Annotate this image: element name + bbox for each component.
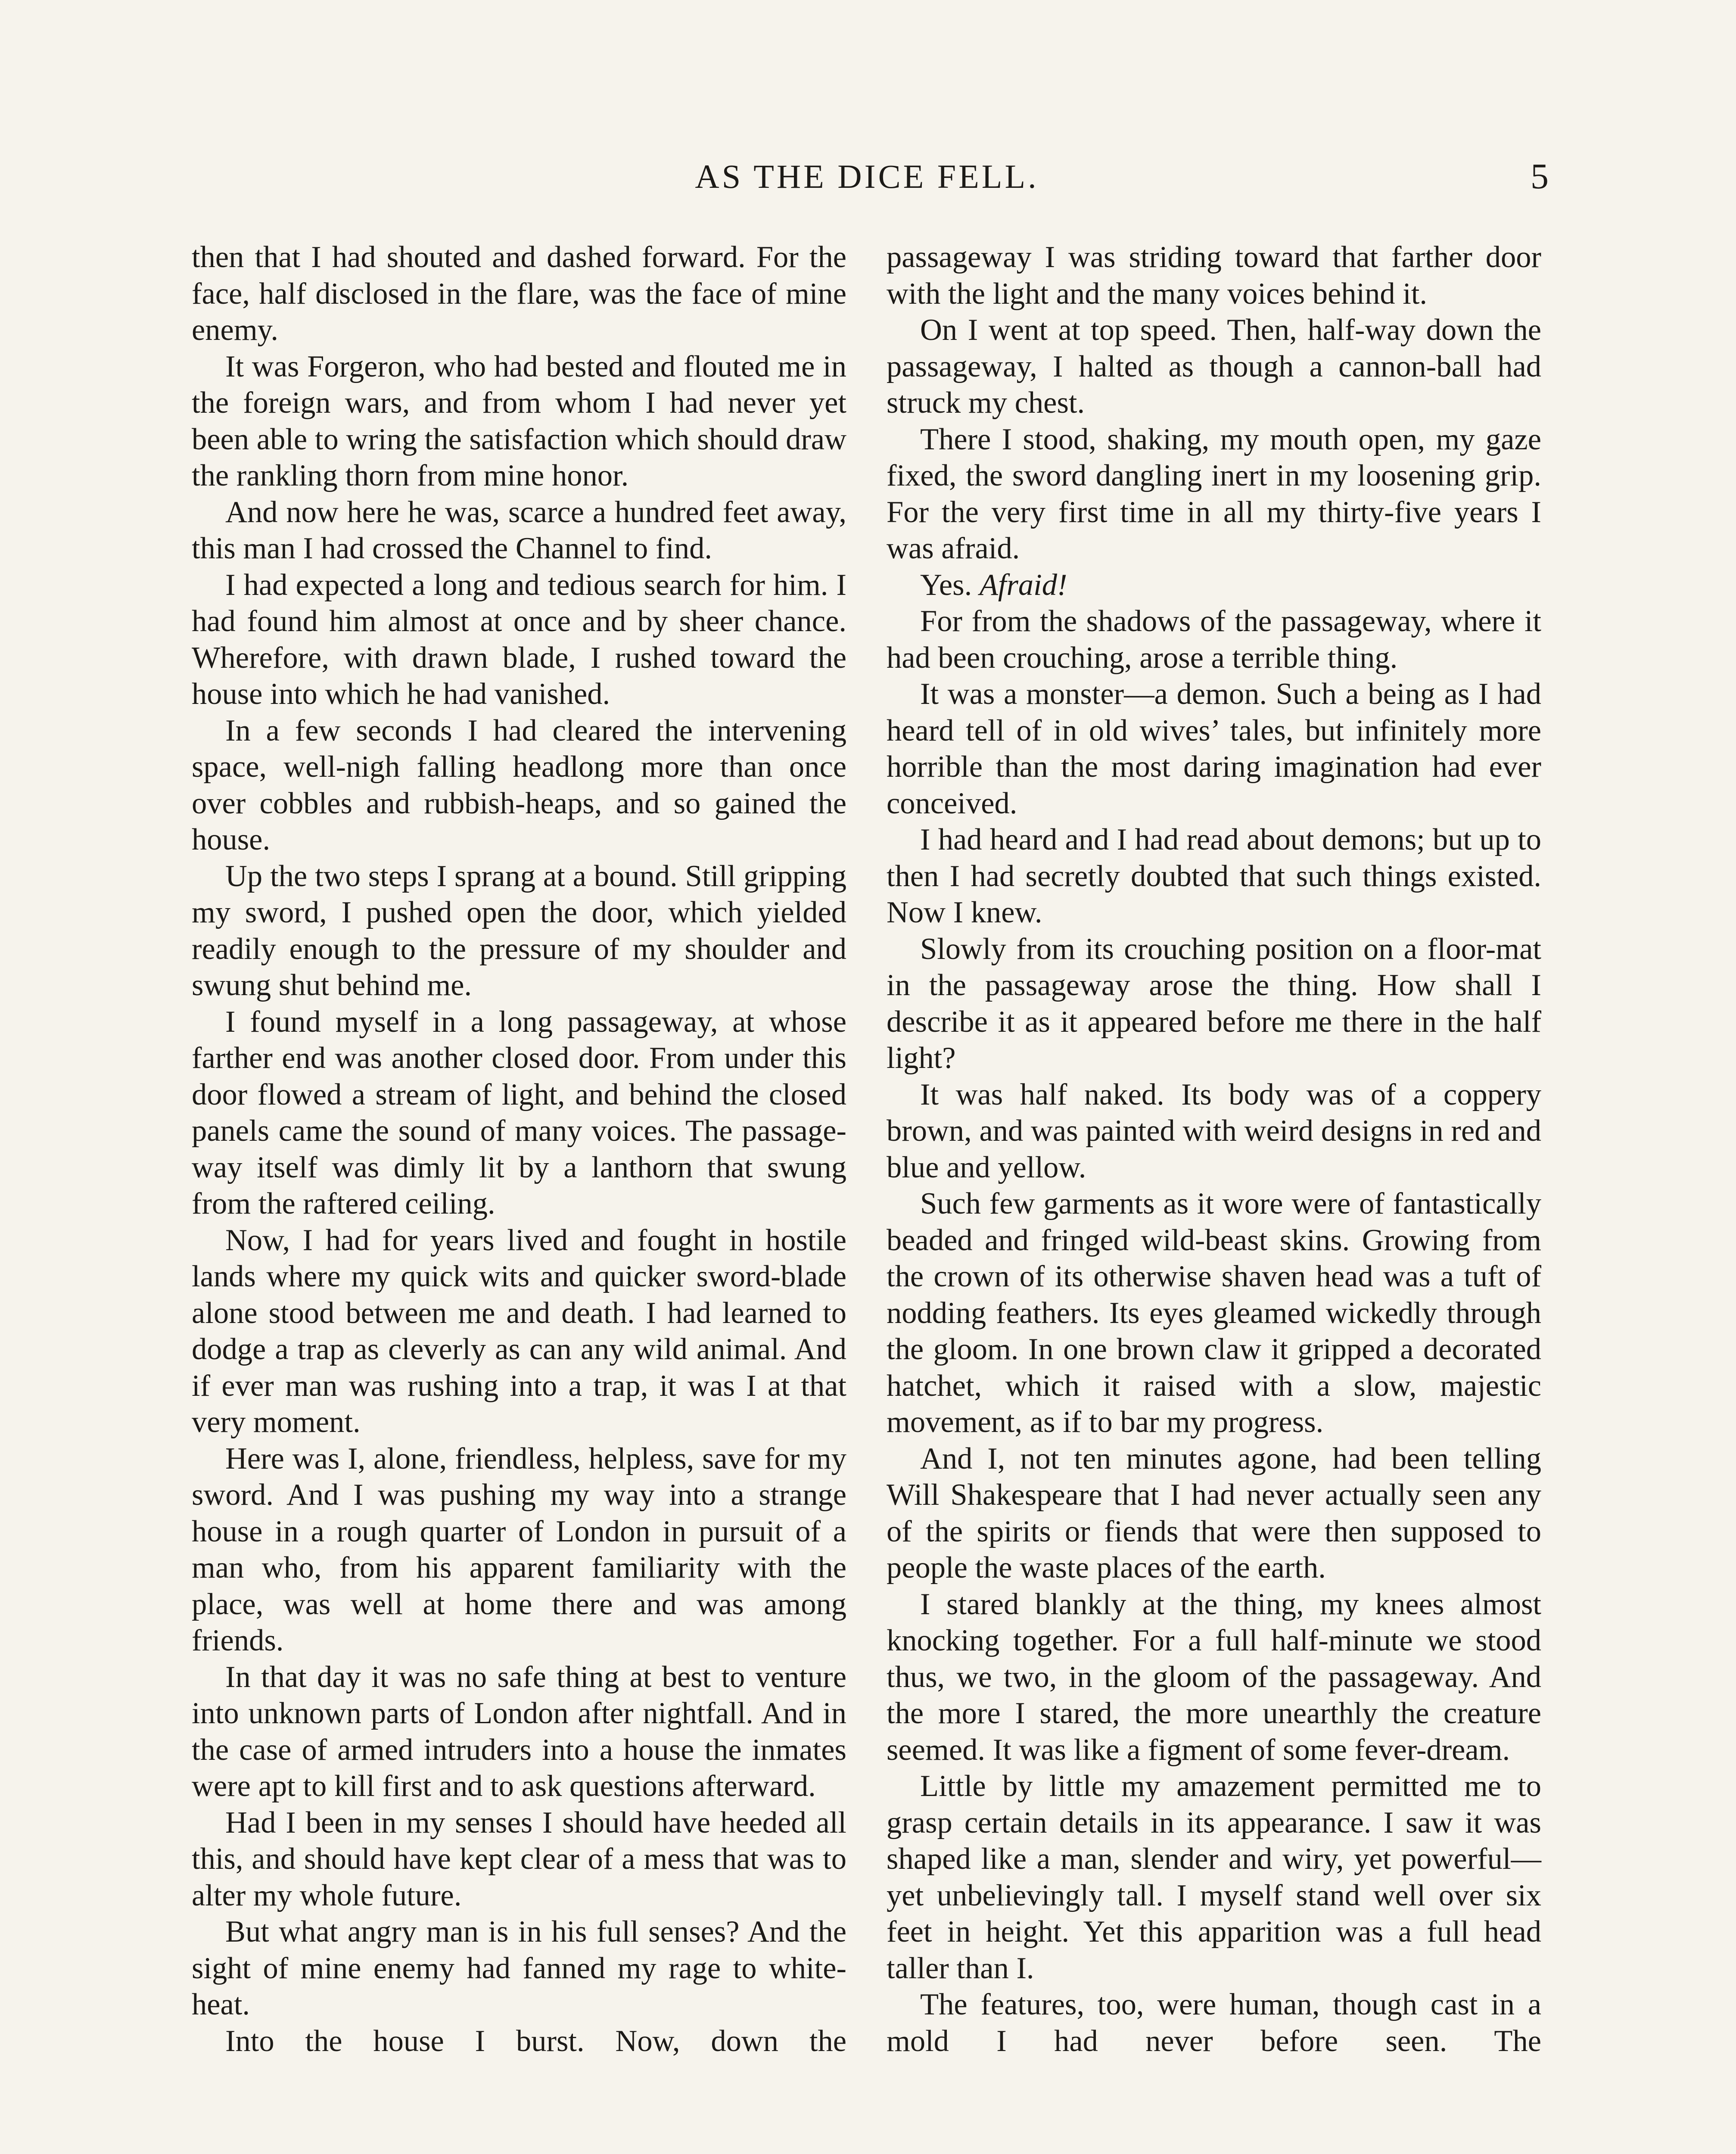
paragraph: Up the two steps I sprang at a bound. Still gripping my sword, I pushed open the door, which yielded readily enough to the pressure of my shoulder and swung shut behind me. bbox=[192, 859, 846, 1002]
paragraph: For from the shadows of the passageway, where it had been crouching, arose a terrible thing. bbox=[887, 604, 1541, 675]
paragraph: passageway I was striding toward that farther door with the light and the many voices behind it. bbox=[887, 240, 1541, 311]
paragraph: And now here he was, scarce a hundred feet away, this man I had crossed the Channel to find. bbox=[192, 495, 846, 565]
paragraph: Slowly from its crouching position on a floor-mat in the passageway arose the thing. How shall I describe it as it appeared before me there in the half light? bbox=[887, 932, 1541, 1075]
paragraph: Here was I, alone, friendless, helpless, save for my sword. And I was pushing my way into a strange house in a rough quarter of London in pursuit of a man who, from his apparent familiarity with the place, was well at home there and was among friends. bbox=[192, 1441, 846, 1657]
paragraph: Little by little my amazement permitted me to grasp certain details in its appearance. I saw it was shaped like a man, slender and wiry, yet powerful—yet unbelievingly tall. I myself stand well over six feet in height. Yet this apparition was a full head taller than I. bbox=[887, 1769, 1541, 1985]
running-title: AS THE DICE FELL. bbox=[695, 158, 1039, 195]
paragraph: Into the house I burst. Now, down the bbox=[225, 2024, 846, 2058]
yes-line bbox=[887, 567, 1541, 604]
afraid-emphasis: Afraid! bbox=[979, 568, 1067, 602]
paragraph: then that I had shouted and dashed forward. For the face, half disclosed in the flare, was the face of mine enemy. bbox=[192, 240, 846, 347]
paragraph: Such few garments as it wore were of fantastically beaded and fringed wild-beast skins. Growing from the crown of its otherwise shaven head was a tuft of nodding feathers. Its eyes gleamed wickedly through the gloom. In one brown claw it gripped a decorated hatchet, which it raised with a slow, majestic movement, as if to bar my progress. bbox=[887, 1187, 1541, 1439]
paragraph: I had heard and I had read about demons; but up to then I had secretly doubted that such things existed. Now I knew. bbox=[887, 823, 1541, 929]
paragraph: The features, too, were human, though cast in a mold I had never before seen. The bbox=[887, 1988, 1541, 2058]
paragraph: On I went at top speed. Then, half-way down the passageway, I halted as though a cannon-ball had struck my chest. bbox=[887, 313, 1541, 420]
paragraph: In that day it was no safe thing at best to venture into unknown parts of London after nightfall. And in the case of armed intruders into a house the inmates were apt to kill first and to ask questions afterward. bbox=[192, 1660, 846, 1803]
page-number: 5 bbox=[1531, 156, 1549, 196]
paragraph: There I stood, shaking, my mouth open, my gaze fixed, the sword dangling inert in my loosening grip. For the very first time in all my thirty-five years I was afraid. bbox=[887, 422, 1541, 565]
paragraph: I found myself in a long passageway, at whose farther end was another closed door. From under this door flowed a stream of light, and behind the closed panels came the sound of many voices. The passageway itself was dimly lit by a lanthorn that swung from the raftered ceiling. bbox=[192, 1005, 846, 1220]
paragraph: It was Forgeron, who had bested and flouted me in the foreign wars, and from whom I had never yet been able to wring the satisfaction which should draw the rankling thorn from mine honor. bbox=[192, 349, 846, 492]
right-column bbox=[887, 239, 1541, 2059]
paragraph: It was half naked. Its body was of a coppery brown, and was painted with weird designs in red and blue and yellow. bbox=[887, 1077, 1541, 1184]
left-column bbox=[192, 239, 846, 2059]
yes-word: Yes. bbox=[920, 568, 972, 602]
paragraph: Now, I had for years lived and fought in hostile lands where my quick wits and quicker sword-blade alone stood between me and death. I had learned to dodge a trap as cleverly as can any wild animal. And if ever man was rushing into a trap, it was I at that very moment. bbox=[192, 1223, 846, 1439]
paragraph: I had expected a long and tedious search for him. I had found him almost at once and by sheer chance. Wherefore, with drawn blade, I rushed toward the house into which he had vanished. bbox=[192, 568, 846, 711]
page-header bbox=[190, 155, 1549, 207]
paragraph: It was a monster—a demon. Such a being as I had heard tell of in old wives’ tales, but infinitely more horrible than the most daring imagination had ever conceived. bbox=[887, 677, 1541, 820]
paragraph: And I, not ten minutes agone, had been telling Will Shakespeare that I had never actually seen any of the spirits or fiends that were then supposed to people the waste places of the earth. bbox=[887, 1441, 1541, 1584]
paragraph: I stared blankly at the thing, my knees almost knocking together. For a full half-minute we stood thus, we two, in the gloom of the passageway. And the more I stared, the more unearthly the creature seemed. It was like a figment of some fever-dream. bbox=[887, 1587, 1541, 1767]
paragraph: In a few seconds I had cleared the intervening space, well-nigh falling headlong more than once over cobbles and rubbish-heaps, and so gained the house. bbox=[192, 713, 846, 856]
paragraph: Had I been in my senses I should have heeded all this, and should have kept clear of a mess that was to alter my whole future. bbox=[192, 1805, 846, 1912]
paragraph: But what angry man is in his full senses? And the sight of mine enemy had fanned my rage to white-heat. bbox=[192, 1915, 846, 2021]
